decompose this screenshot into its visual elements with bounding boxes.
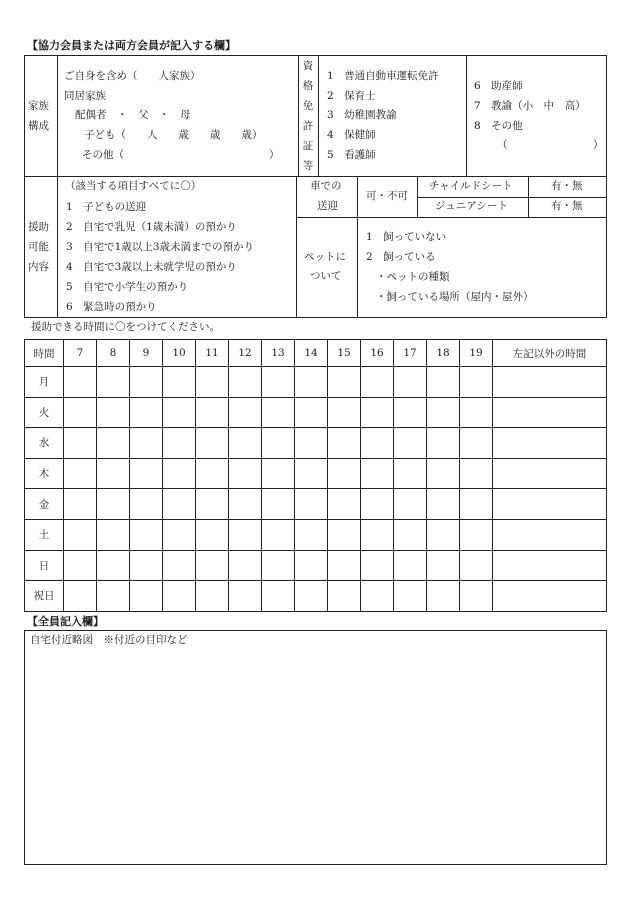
schedule-cell[interactable] xyxy=(394,519,427,550)
hour-header: 16 xyxy=(361,340,394,367)
schedule-cell[interactable] xyxy=(460,489,493,520)
hour-header: 19 xyxy=(460,340,493,367)
schedule-cell[interactable] xyxy=(328,550,361,581)
schedule-cell[interactable] xyxy=(493,458,607,489)
schedule-cell[interactable] xyxy=(460,367,493,398)
schedule-cell[interactable] xyxy=(64,581,97,612)
schedule-cell[interactable] xyxy=(229,519,262,550)
schedule-day-row xyxy=(25,367,607,398)
child-seat-label: チャイルドシート xyxy=(429,180,513,192)
schedule-day-row xyxy=(25,519,607,550)
schedule-cell[interactable] xyxy=(97,550,130,581)
support-label-1: 援助 xyxy=(28,221,49,233)
schedule-cell[interactable] xyxy=(64,550,97,581)
day-label: 祝日 xyxy=(25,581,64,612)
schedule-cell[interactable] xyxy=(130,367,163,398)
schedule-cell[interactable] xyxy=(163,397,196,428)
schedule-cell[interactable] xyxy=(328,458,361,489)
hour-header: 18 xyxy=(427,340,460,367)
schedule-cell[interactable] xyxy=(493,581,607,612)
schedule-cell[interactable] xyxy=(493,428,607,459)
qualification-item: 5 看護師 xyxy=(327,149,376,161)
schedule-cell[interactable] xyxy=(328,428,361,459)
family-household: 同居家族 xyxy=(64,90,106,102)
junior-seat-option: 有・無 xyxy=(551,200,583,212)
car-label-1: 車での xyxy=(310,180,342,192)
schedule-cell[interactable] xyxy=(295,428,328,459)
schedule-cell[interactable] xyxy=(460,581,493,612)
junior-seat-label: ジュニアシート xyxy=(435,200,508,212)
schedule-cell[interactable] xyxy=(493,489,607,520)
schedule-cell[interactable] xyxy=(64,397,97,428)
qualification-divider xyxy=(298,55,299,176)
schedule-cell[interactable] xyxy=(361,581,394,612)
schedule-cell[interactable] xyxy=(130,550,163,581)
family-label-2: 構成 xyxy=(28,120,49,132)
hour-header: 7 xyxy=(64,340,97,367)
schedule-cell[interactable] xyxy=(427,428,460,459)
schedule-cell[interactable] xyxy=(262,489,295,520)
schedule-cell[interactable] xyxy=(196,581,229,612)
qualification-label-char: 格 xyxy=(302,80,314,92)
schedule-cell[interactable] xyxy=(196,519,229,550)
pet-item: 2 飼っている xyxy=(366,251,436,263)
schedule-cell[interactable] xyxy=(460,397,493,428)
car-label-2: 送迎 xyxy=(317,200,338,212)
schedule-cell[interactable] xyxy=(328,581,361,612)
schedule-cell[interactable] xyxy=(460,428,493,459)
qualification-item: 7 教諭（小 中 高） xyxy=(474,100,586,112)
schedule-cell[interactable] xyxy=(328,397,361,428)
schedule-cell[interactable] xyxy=(493,367,607,398)
schedule-cell[interactable] xyxy=(130,519,163,550)
qualification-label-char: 資 xyxy=(302,60,314,72)
schedule-cell[interactable] xyxy=(427,489,460,520)
pet-item: ・飼っている場所（屋内・屋外） xyxy=(376,291,534,303)
schedule-cell[interactable] xyxy=(229,458,262,489)
schedule-instruction: 援助できる時間に〇をつけてください。 xyxy=(31,321,220,333)
schedule-cell[interactable] xyxy=(163,458,196,489)
map-label: 自宅付近略図 ※付近の目印など xyxy=(30,634,188,646)
schedule-cell[interactable] xyxy=(328,489,361,520)
schedule-cell[interactable] xyxy=(361,397,394,428)
schedule-cell[interactable] xyxy=(295,397,328,428)
qualification-label-char: 許 xyxy=(302,120,314,132)
schedule-cell[interactable] xyxy=(64,458,97,489)
qualification-label-char: 免 xyxy=(302,100,314,112)
support-item: 1 子どもの送迎 xyxy=(66,201,147,213)
schedule-cell[interactable] xyxy=(64,489,97,520)
qualification-col-divider xyxy=(466,55,467,176)
schedule-cell[interactable] xyxy=(361,367,394,398)
schedule-cell[interactable] xyxy=(295,367,328,398)
day-label: 土 xyxy=(25,519,64,550)
schedule-cell[interactable] xyxy=(64,519,97,550)
schedule-cell[interactable] xyxy=(361,519,394,550)
qualification-label-divider xyxy=(318,55,319,176)
family-children: 子ども（ 人 歳 歳 歳） xyxy=(84,129,263,141)
schedule-cell[interactable] xyxy=(394,489,427,520)
schedule-cell[interactable] xyxy=(97,367,130,398)
hour-header: 13 xyxy=(262,340,295,367)
family-label-1: 家族 xyxy=(28,100,49,112)
section-title-all: 【全員記入欄】 xyxy=(27,615,104,628)
family-self-count: ご自身を含め（ 人家族） xyxy=(64,70,201,82)
qualification-item: 1 普通自動車運転免許 xyxy=(327,70,439,82)
schedule-cell[interactable] xyxy=(97,519,130,550)
schedule-cell[interactable] xyxy=(361,550,394,581)
day-label: 火 xyxy=(25,397,64,428)
hour-header: 17 xyxy=(394,340,427,367)
hour-header: 11 xyxy=(196,340,229,367)
schedule-header-row xyxy=(25,340,607,367)
hour-header: 15 xyxy=(328,340,361,367)
qualification-item: 2 保育士 xyxy=(327,90,376,102)
support-item: 5 自宅で小学生の預かり xyxy=(66,281,189,293)
schedule-cell[interactable] xyxy=(97,458,130,489)
schedule-cell[interactable] xyxy=(97,397,130,428)
support-label-2: 可能 xyxy=(28,241,49,253)
schedule-cell[interactable] xyxy=(394,581,427,612)
schedule-cell[interactable] xyxy=(361,428,394,459)
support-item: 2 自宅で乳児（1歳未満）の預かり xyxy=(66,221,237,233)
schedule-cell[interactable] xyxy=(196,489,229,520)
hour-header: 12 xyxy=(229,340,262,367)
day-label: 金 xyxy=(25,489,64,520)
schedule-cell[interactable] xyxy=(361,458,394,489)
schedule-cell[interactable] xyxy=(163,581,196,612)
schedule-cell[interactable] xyxy=(262,367,295,398)
schedule-day-row xyxy=(25,428,607,459)
schedule-cell[interactable] xyxy=(295,581,328,612)
schedule-cell[interactable] xyxy=(229,367,262,398)
schedule-cell[interactable] xyxy=(262,550,295,581)
schedule-cell[interactable] xyxy=(196,367,229,398)
schedule-cell[interactable] xyxy=(196,550,229,581)
map-box[interactable] xyxy=(24,630,607,865)
hour-header: 14 xyxy=(295,340,328,367)
schedule-cell[interactable] xyxy=(97,581,130,612)
hour-header: 8 xyxy=(97,340,130,367)
schedule-cell[interactable] xyxy=(64,367,97,398)
family-other-close: ） xyxy=(269,149,280,161)
pet-label-1: ペットに xyxy=(304,251,346,263)
schedule-cell[interactable] xyxy=(460,550,493,581)
day-label: 日 xyxy=(25,550,64,581)
schedule-cell[interactable] xyxy=(130,458,163,489)
qualification-item: 3 幼稚園教諭 xyxy=(327,109,397,121)
schedule-table xyxy=(24,339,607,612)
section-title-members: 【協力会員または両方会員が記入する欄】 xyxy=(27,39,236,52)
schedule-cell[interactable] xyxy=(229,581,262,612)
support-item: 4 自宅で3歳以上未就学児の預かり xyxy=(66,261,237,273)
schedule-cell[interactable] xyxy=(262,397,295,428)
support-intro: （該当する項目すべてに〇） xyxy=(65,180,202,192)
schedule-cell[interactable] xyxy=(196,428,229,459)
schedule-cell[interactable] xyxy=(163,367,196,398)
schedule-cell[interactable] xyxy=(262,519,295,550)
schedule-cell[interactable] xyxy=(229,397,262,428)
hour-header: 10 xyxy=(163,340,196,367)
schedule-cell[interactable] xyxy=(196,458,229,489)
schedule-cell[interactable] xyxy=(427,519,460,550)
pet-item: ・ペットの種類 xyxy=(376,271,450,283)
qualification-other-close: ） xyxy=(593,139,604,151)
schedule-cell[interactable] xyxy=(130,581,163,612)
schedule-cell[interactable] xyxy=(97,489,130,520)
row-divider xyxy=(24,176,607,177)
schedule-day-row xyxy=(25,458,607,489)
day-label: 月 xyxy=(25,367,64,398)
schedule-cell[interactable] xyxy=(394,397,427,428)
schedule-corner: 時間 xyxy=(25,340,64,367)
hour-header: 9 xyxy=(130,340,163,367)
qualification-other-open: （ xyxy=(497,139,508,151)
schedule-cell[interactable] xyxy=(196,397,229,428)
day-label: 木 xyxy=(25,458,64,489)
schedule-cell[interactable] xyxy=(427,458,460,489)
schedule-cell[interactable] xyxy=(262,458,295,489)
support-item: 3 自宅で1歳以上3歳未満までの預かり xyxy=(66,241,255,253)
schedule-cell[interactable] xyxy=(427,367,460,398)
schedule-cell[interactable] xyxy=(130,489,163,520)
schedule-cell[interactable] xyxy=(163,428,196,459)
schedule-cell[interactable] xyxy=(295,489,328,520)
family-spouse-parents: 配偶者 ・ 父 ・ 母 xyxy=(75,109,191,121)
child-seat-option: 有・無 xyxy=(551,180,583,192)
car-pet-divider xyxy=(296,217,607,218)
schedule-cell[interactable] xyxy=(427,581,460,612)
pet-item: 1 飼っていない xyxy=(366,231,447,243)
schedule-cell[interactable] xyxy=(427,397,460,428)
schedule-cell[interactable] xyxy=(328,519,361,550)
other-time-header: 左記以外の時間 xyxy=(493,340,607,367)
support-item: 6 緊急時の預かり xyxy=(66,301,157,313)
qualification-item: 6 助産師 xyxy=(474,80,523,92)
schedule-day-row xyxy=(25,489,607,520)
schedule-cell[interactable] xyxy=(493,550,607,581)
schedule-cell[interactable] xyxy=(130,428,163,459)
schedule-cell[interactable] xyxy=(460,519,493,550)
schedule-day-row xyxy=(25,581,607,612)
schedule-cell[interactable] xyxy=(163,489,196,520)
schedule-cell[interactable] xyxy=(229,489,262,520)
schedule-cell[interactable] xyxy=(64,428,97,459)
schedule-cell[interactable] xyxy=(229,428,262,459)
schedule-cell[interactable] xyxy=(328,367,361,398)
qualification-item: 4 保健師 xyxy=(327,129,376,141)
schedule-cell[interactable] xyxy=(262,581,295,612)
schedule-cell[interactable] xyxy=(493,397,607,428)
schedule-cell[interactable] xyxy=(460,458,493,489)
support-divider xyxy=(296,176,297,318)
label-column-divider xyxy=(57,55,58,318)
car-label-divider xyxy=(357,176,358,318)
schedule-cell[interactable] xyxy=(130,397,163,428)
schedule-cell[interactable] xyxy=(229,550,262,581)
schedule-cell[interactable] xyxy=(97,428,130,459)
schedule-day-row xyxy=(25,397,607,428)
schedule-cell[interactable] xyxy=(394,367,427,398)
schedule-cell[interactable] xyxy=(427,550,460,581)
schedule-cell[interactable] xyxy=(361,489,394,520)
schedule-cell[interactable] xyxy=(295,519,328,550)
schedule-cell[interactable] xyxy=(295,550,328,581)
seat-row-divider xyxy=(417,197,607,198)
schedule-cell[interactable] xyxy=(295,458,328,489)
schedule-cell[interactable] xyxy=(163,519,196,550)
schedule-cell[interactable] xyxy=(394,428,427,459)
family-other: その他（ xyxy=(82,149,124,161)
day-label: 水 xyxy=(25,428,64,459)
schedule-cell[interactable] xyxy=(493,519,607,550)
support-label-3: 内容 xyxy=(28,261,49,273)
pet-label-2: ついて xyxy=(310,270,342,282)
schedule-cell[interactable] xyxy=(394,458,427,489)
schedule-cell[interactable] xyxy=(262,428,295,459)
qualification-label-char: 証 xyxy=(302,140,314,152)
schedule-cell[interactable] xyxy=(163,550,196,581)
schedule-cell[interactable] xyxy=(394,550,427,581)
schedule-day-row xyxy=(25,550,607,581)
car-option: 可・不可 xyxy=(366,190,408,202)
qualification-label-char: 等 xyxy=(302,160,314,172)
qualification-item: 8 その他 xyxy=(474,120,523,132)
